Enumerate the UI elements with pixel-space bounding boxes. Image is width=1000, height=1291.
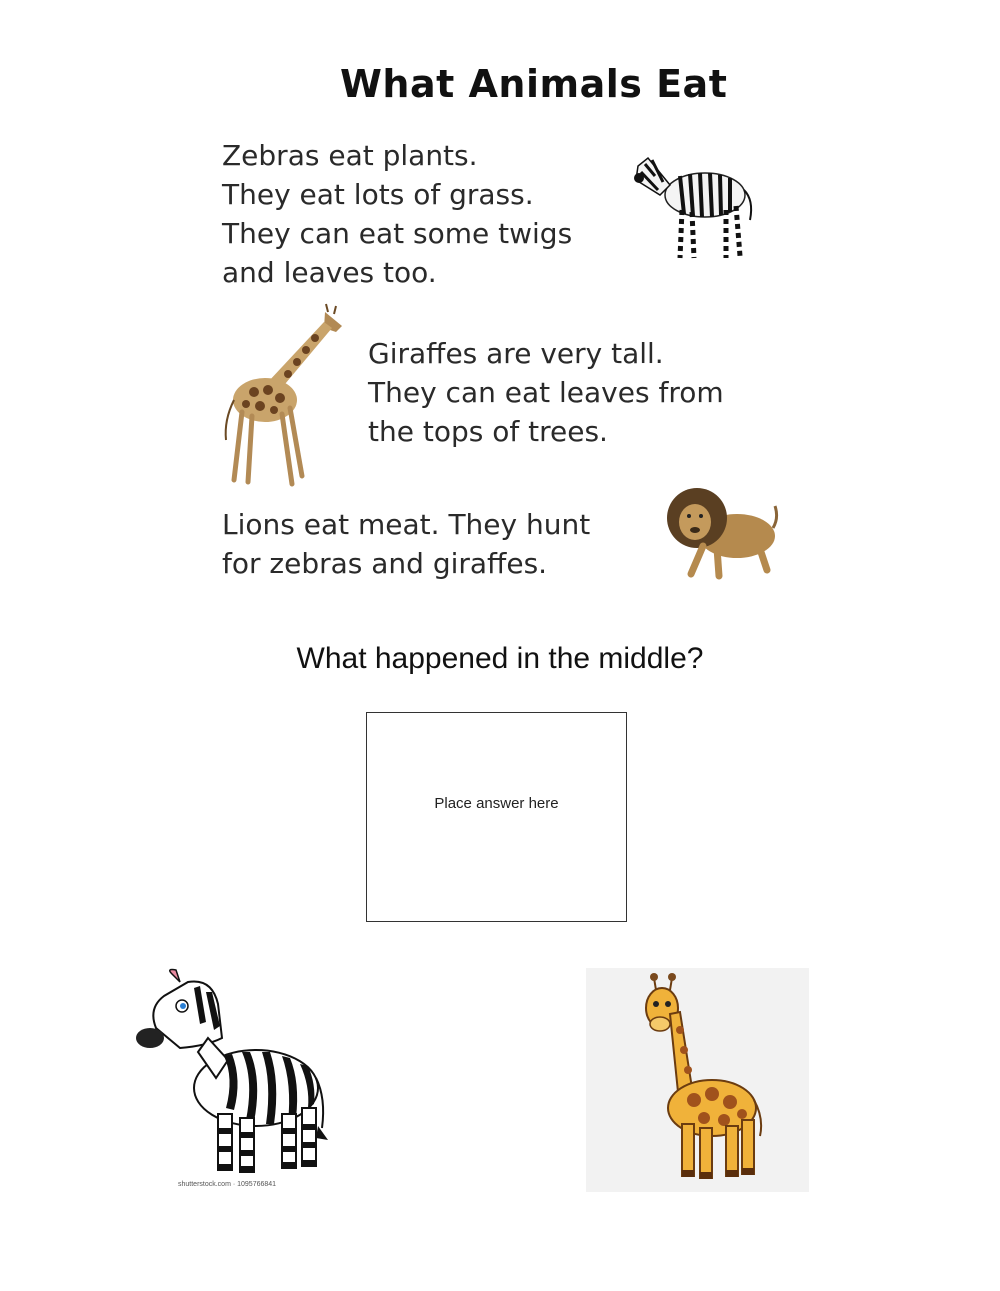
giraffe-paragraph <box>368 334 724 451</box>
page-title: What Animals Eat <box>340 62 728 106</box>
text-line: Zebras eat plants. <box>222 139 478 172</box>
answer-placeholder: Place answer here <box>434 795 559 812</box>
text-line: They can eat leaves from <box>368 376 724 409</box>
text-line: They can eat some twigs <box>222 217 573 250</box>
lion-paragraph <box>222 505 590 583</box>
giraffe-photo <box>220 300 355 490</box>
text-line: and leaves too. <box>222 256 437 289</box>
zebra-photo <box>630 140 760 265</box>
text-line: for zebras and giraffes. <box>222 547 548 580</box>
zebra-cartoon-card[interactable] <box>136 968 336 1182</box>
text-line: They eat lots of grass. <box>222 178 534 211</box>
answer-drop-box[interactable] <box>366 712 627 922</box>
image-credit: shutterstock.com · 1095766841 <box>178 1181 277 1188</box>
text-line: Lions eat meat. They hunt <box>222 508 591 541</box>
giraffe-cartoon <box>586 968 809 1192</box>
text-line: the tops of trees. <box>368 415 608 448</box>
text-line: Giraffes are very tall. <box>368 337 664 370</box>
giraffe-cartoon-card[interactable] <box>586 968 809 1192</box>
question-text: What happened in the middle? <box>296 642 704 675</box>
zebra-paragraph <box>222 136 572 292</box>
lion-photo <box>655 478 780 583</box>
